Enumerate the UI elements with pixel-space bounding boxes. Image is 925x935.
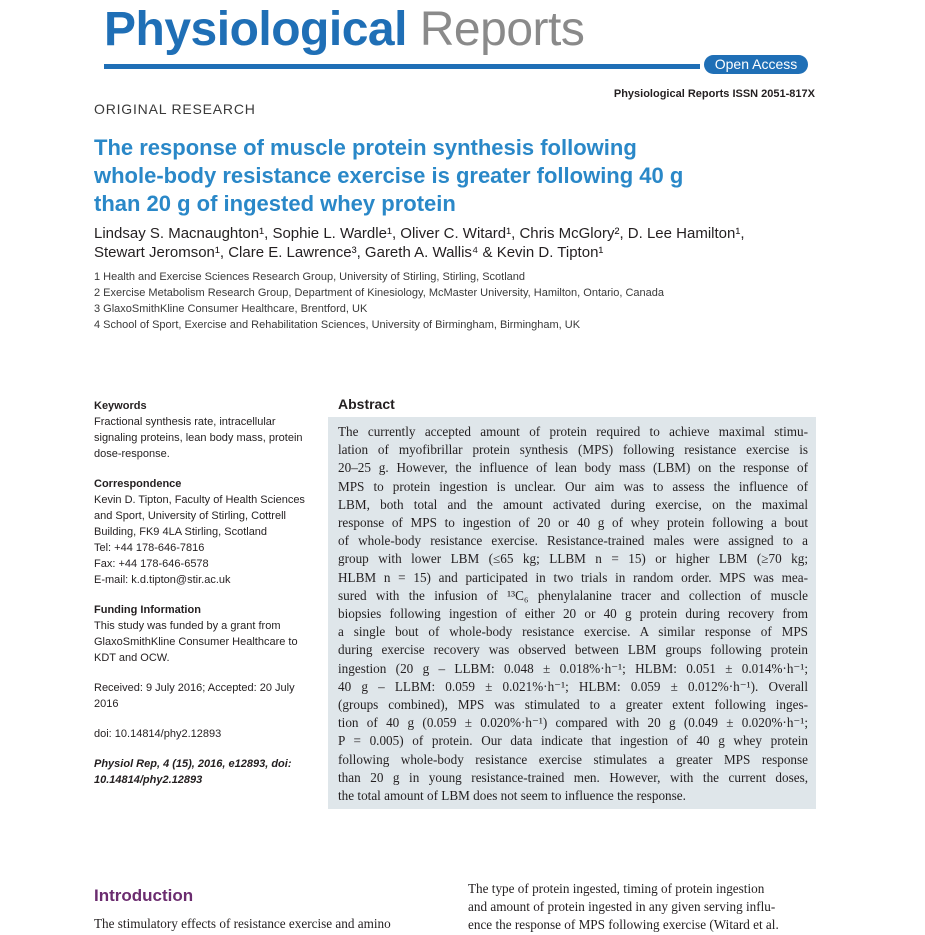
funding-line: This study was funded by a grant from [94,620,281,632]
abstract-line: following whole-body resistance exercise stimulates a greater MPS response [338,751,808,767]
abstract-line: group with lower LBM (≤65 kg; LLBM n = 15) or higher LBM (≥70 kg; [338,551,808,567]
keywords-text [94,414,314,462]
dates-line: Received: 9 July 2016; Accepted: 20 July [94,682,295,694]
keywords-line: Fractional synthesis rate, intracellular [94,416,276,428]
masthead-rule [104,64,700,69]
affiliation: 4 School of Sport, Exercise and Rehabilitation Sciences, University of Birmingham, Birmingham, UK [94,319,581,331]
abstract-line: P = 0.005) of protein. Our data indicate that ingestion of 40 g whey protein [338,733,808,749]
funding-line: KDT and OCW. [94,652,170,664]
introduction-left-text: The stimulatory effects of resistance exercise and amino [94,916,391,931]
article-sidebar [94,398,314,788]
abstract-line: response of MPS to ingestion of 20 or 40 g of whey protein following a bout [338,515,808,531]
keywords-heading: Keywords [94,400,147,412]
correspondence-line: Kevin D. Tipton, Faculty of Health Sciences [94,494,305,506]
title-line: The response of muscle protein synthesis following [94,135,637,160]
abstract-line: sured with the infusion of ¹³C₆ phenylalanine tracer and collection of muscle [338,587,808,603]
correspondence-email[interactable]: E-mail: k.d.tipton@stir.ac.uk [94,574,231,586]
correspondence-text [94,492,314,588]
affiliation: 1 Health and Exercise Sciences Research Group, University of Stirling, Stirling, Scotland [94,271,526,283]
title-line: than 20 g of ingested whey protein [94,191,456,216]
journal-name-light: Reports [419,3,585,56]
abstract-line: a single bout of whole-body resistance exercise. A similar response of MPS [338,624,808,640]
abstract-heading: Abstract [338,396,395,412]
introduction-right-text [468,880,816,935]
correspondence-line: and Sport, University of Stirling, Cottrell [94,510,286,522]
abstract-text [338,423,808,805]
abstract-line: MPS to protein ingestion is unclear. Our aim was to assess the influence of [338,478,808,494]
abstract-line: LBM, both total and the amount activated during exercise, on the maximal [338,496,808,512]
correspondence-line: Fax: +44 178-646-6578 [94,558,209,570]
affiliation: 3 GlaxoSmithKline Consumer Healthcare, Brentford, UK [94,303,368,315]
abstract-line: The currently accepted amount of protein required to achieve maximal stimu- [338,424,808,439]
abstract-line: HLBM n = 15) and participated in two trials in random order. MPS was mea- [338,569,808,585]
journal-name-bold: Physiological [104,3,407,56]
author-line: Stewart Jeromson¹, Clare E. Lawrence³, Gareth A. Wallis⁴ & Kevin D. Tipton¹ [94,244,604,261]
abstract-line: ingestion (20 g – LLBM: 0.048 ± 0.018%·h⁻¹; HLBM: 0.051 ± 0.014%·h⁻¹; [338,660,808,676]
keywords-line: signaling proteins, lean body mass, protein [94,432,303,444]
intro-line: The type of protein ingested, timing of protein ingestion [468,881,765,896]
abstract-line: than 20 g in young resistance-trained men. However, with the current doses, [338,769,808,785]
intro-line: ence the response of MPS following exercise (Witard et al. [468,917,779,933]
correspondence-line: Building, FK9 4LA Stirling, Scotland [94,526,268,538]
received-dates [94,680,314,712]
abstract-line: 40 g – LLBM: 0.059 ± 0.021%·h⁻¹; HLBM: 0.059 ± 0.012%·h⁻¹). Overall [338,678,808,694]
abstract-line: tion of 40 g (0.059 ± 0.020%·h⁻¹) compared with 20 g (0.049 ± 0.020%·h⁻¹; [338,715,808,731]
abstract-line: biopsies following ingestion of either 20 or 40 g protein during recovery from [338,606,808,622]
introduction-heading: Introduction [94,886,194,905]
citation-line: Physiol Rep, 4 (15), 2016, e12893, doi: [94,758,292,770]
keywords-line: dose-response. [94,448,170,460]
abstract-line: of whole-body resistance exercise. Resistance-trained males were assigned to a [338,533,808,549]
author-line: Lindsay S. Macnaughton¹, Sophie L. Wardle¹, Oliver C. Witard¹, Chris McGlory², D. Lee Hamilton¹, [94,225,745,242]
dates-line: 2016 [94,698,119,710]
citation-line: 10.14814/phy2.12893 [94,774,203,786]
correspondence-line: Tel: +44 178-646-7816 [94,542,205,554]
citation [94,756,314,788]
abstract-line: (groups combined), MPS was stimulated to a greater extent following inges- [338,697,808,713]
funding-heading: Funding Information [94,604,201,616]
author-list [94,224,824,262]
doi-line[interactable]: doi: 10.14814/phy2.12893 [94,728,222,740]
journal-issn: Physiological Reports ISSN 2051-817X [613,88,815,100]
journal-masthead [104,2,584,58]
article-title [94,134,814,218]
doi-text[interactable] [94,726,314,742]
section-label: ORIGINAL RESEARCH [94,101,256,117]
funding-line: GlaxoSmithKline Consumer Healthcare to [94,636,298,648]
affiliations [94,269,664,333]
correspondence-heading: Correspondence [94,478,182,490]
abstract-line: during exercise recovery was observed between LBM groups following protein [338,642,808,658]
funding-text [94,618,314,666]
intro-line: and amount of protein ingested in any given serving influ- [468,899,776,915]
abstract-line: the total amount of LBM does not seem to influence the response. [338,788,686,804]
title-line: whole-body resistance exercise is greater following 40 g [94,163,684,188]
abstract-line: 20–25 g. However, the influence of lean body mass (LBM) on the response of [338,460,808,476]
affiliation: 2 Exercise Metabolism Research Group, Department of Kinesiology, McMaster University, Hamilton, Ontario, Canada [94,287,664,299]
abstract-line: lation of myofibrillar protein synthesis (MPS) following resistance exercise is [338,442,808,458]
open-access-badge: Open Access [704,55,808,74]
